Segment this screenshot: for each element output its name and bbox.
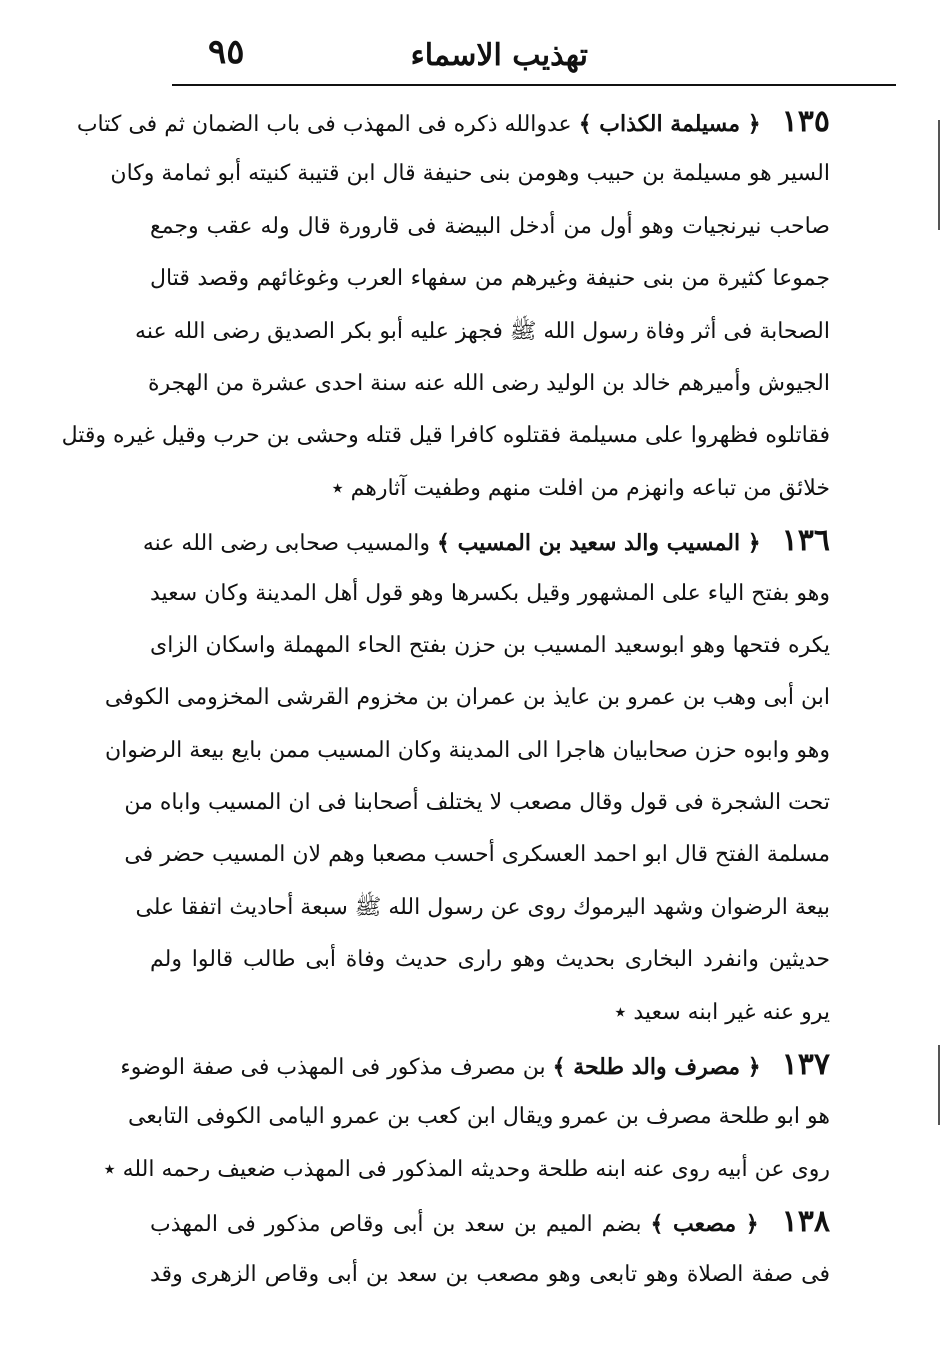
entry-number: ١٣٨ <box>781 1204 830 1240</box>
text-line: روى عن أبيه روى عنه ابنه طلحة وحديثه المذكور فى المهذب ضعيف رحمه الله ٭ <box>103 1156 830 1182</box>
text-line <box>142 515 830 567</box>
text-line: تحت الشجرة فى قول وقال مصعب لا يختلف أصحابنا فى ان المسيب واباه من <box>124 790 830 816</box>
text-line: صاحب نيرنجيات وهو أول من أدخل البيضة فى قارورة قال وله عقب وجمع <box>150 213 830 239</box>
entry-heading: ﴿ مسيلمة الكذاب ﴾ <box>578 111 761 137</box>
line-text: بن مصرف مذكور فى المهذب فى صفة الوضوء <box>120 1055 546 1081</box>
scan-edge-mark <box>938 120 940 230</box>
running-title: تهذيب الاسماء <box>410 38 588 73</box>
text-line: فقاتلوه فظهروا على مسيلمة فقتلوه كافرا قيل قتله وحشى بن حرب وقيل غيره وقتل <box>61 423 830 449</box>
page-number: ٩٥ <box>208 32 245 72</box>
text-body <box>61 96 830 1301</box>
text-line: حديثين وانفرد البخارى بحديث وهو رارى حديث وفاة أبى طالب قالوا ولم <box>150 947 830 973</box>
page-header <box>160 30 888 80</box>
text-line: خلائق من تباعه وانهزم من افلت منهم وطفيت آثارهم ٭ <box>331 475 830 501</box>
text-line: بيعة الرضوان وشهد اليرموك روى عن رسول الله ﷺ سبعة أحاديث اتفقا على <box>135 894 830 920</box>
entry-number: ١٣٦ <box>781 523 830 559</box>
text-line <box>76 96 830 148</box>
text-line: مسلمة الفتح قال ابو احمد العسكرى أحسب مصعبا وهم لان المسيب حضر فى <box>124 842 830 868</box>
text-line: وهو وابوه حزن صحابيان هاجرا الى المدينة وكان المسيب ممن بايع بيعة الرضوان <box>104 737 830 763</box>
text-line: الصحابة فى أثر وفاة رسول الله ﷺ فجهز عليه أبو بكر الصديق رضى الله عنه <box>135 318 830 344</box>
line-text: بضم الميم بن سعد بن أبى وقاص مذكور فى المهذب <box>150 1212 642 1238</box>
entry-number: ١٣٥ <box>781 104 830 139</box>
line-text: عدوالله ذكره فى المهذب فى باب الضمان ثم فى كتاب <box>76 112 572 137</box>
text-line: يكره فتحها وهو ابوسعيد المسيب بن حزن بفتح الحاء المهملة واسكان الزاى <box>150 632 830 658</box>
text-line <box>120 1039 830 1091</box>
scan-edge-mark <box>938 1045 940 1125</box>
text-line: الجيوش وأميرهم خالد بن الوليد رضى الله عنه سنة احدى عشرة من الهجرة <box>147 370 830 396</box>
entry-heading: ﴿ مصرف والد طلحة ﴾ <box>552 1054 761 1081</box>
text-line: السير هو مسيلمة بن حبيب وهومن بنى حنيفة قال ابن قتيبة كنيته أبو ثمامة وكان <box>110 161 830 187</box>
text-line: وهو بفتح الياء على المشهور وقيل بكسرها وهو قول أهل المدينة وكان سعيد <box>150 580 830 606</box>
entry-heading: ﴿ المسيب والد سعيد بن المسيب ﴾ <box>437 530 761 557</box>
header-rule <box>172 84 896 86</box>
text-line: ابن أبى وهب بن عمرو بن عايذ بن عمران بن مخزوم القرشى المخزومى الكوفى <box>104 685 830 711</box>
entry-number: ١٣٧ <box>781 1047 830 1083</box>
line-text: والمسيب صحابى رضى الله عنه <box>142 531 431 557</box>
text-line: هو ابو طلحة مصرف بن عمرو ويقال ابن كعب بن عمرو اليامى الكوفى التابعى <box>128 1104 830 1130</box>
text-line: فى صفة الصلاة وهو تابعى وهو مصعب بن سعد بن أبى وقاص الزهرى وقد <box>150 1261 830 1287</box>
text-line <box>150 1196 830 1248</box>
entry-heading: ﴿ مصعب ﴾ <box>650 1211 759 1238</box>
text-line: جموعا كثيرة من بنى حنيفة وغيرهم من سفهاء العرب وغوغائهم وقصد قتال <box>150 266 830 292</box>
text-line: يرو عنه غير ابنه سعيد ٭ <box>614 999 830 1025</box>
